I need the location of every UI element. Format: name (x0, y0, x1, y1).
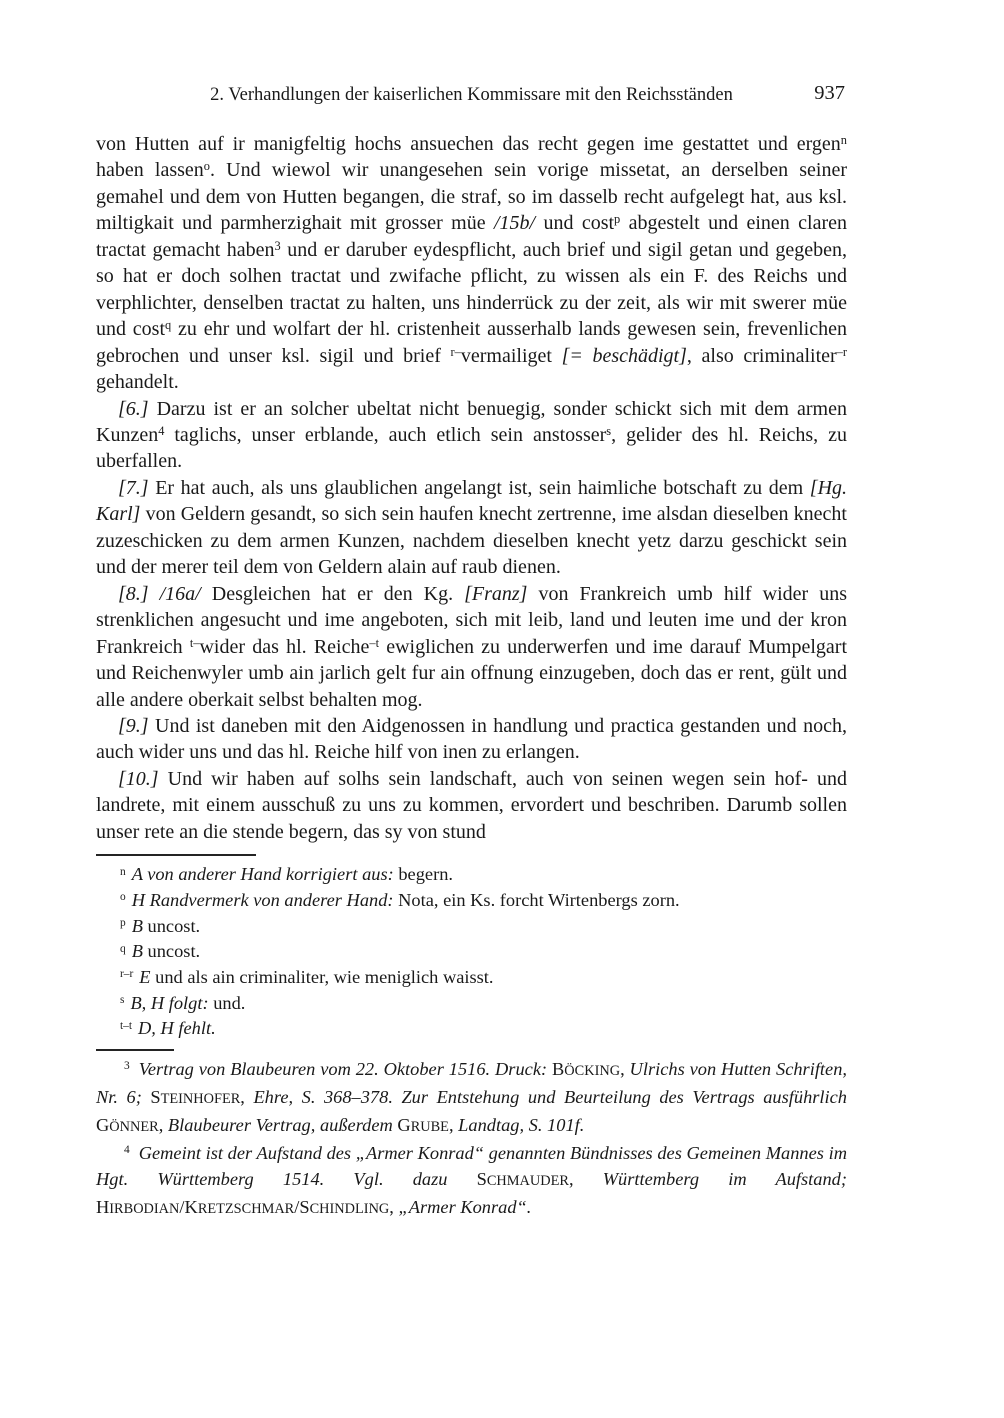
body-paragraph: [8.] /16a/ Desgleichen hat er den Kg. [Franz] von Frankreich umb hilf wider uns strenklichen angesucht und ime angeboten, sich mit leib, land und leuten ime und der kron Frankreich $^{t-}$wider das hl. Reiche$^{-t}$ ewiglichen zu underwerfen und ime darauf Mumpelgart und Reichenwyler umb ain jarlich gelt fur ain offnung einzugeben, doch das er rent, gült und alle andere oberkait selbst behalten mog. (96, 582, 848, 711)
body-paragraph: [9.] Und ist daneben mit den Aidgenossen in handlung und practica gestanden und noch, auch wider uns und das hl. Reiche hilf von inen zu erlangen. (96, 714, 847, 764)
apparatus-note: $^q$ B uncost. (120, 941, 201, 962)
apparatus-note: $^{r-r}$ E und als ain criminaliter, wie meniglich waisst. (120, 967, 494, 988)
footnotes (96, 1056, 847, 1222)
page-number: 937 (814, 82, 845, 104)
footnote: $^3$ Vertrag von Blaubeuren vom 22. Oktober 1516. Druck: BÖCKING, Ulrichs von Hutten Schriften, Nr. 6; STEINHOFER, Ehre, S. 368–378. Zur Entstehung und Beurteilung des Vertrags ausführlich GÖNNER, Blaubeurer Vertrag, außerdem GRUBE, Landtag, S. 101f. (96, 1059, 848, 1136)
running-header (96, 84, 847, 106)
apparatus-mark: o (120, 891, 126, 904)
apparatus-mark: s (120, 994, 125, 1007)
body-paragraph: [6.] Darzu ist er an solcher ubeltat nicht benuegig, sonder schickt sich mit dem armen Kunzen$^4$ taglichs, unser erblande, auch etlich sein anstosser$^s$, gelider des hl. Reichs, zu uberfallen. (96, 397, 848, 473)
footnote-mark: 3 (124, 1060, 130, 1073)
apparatus-note: $^{t-t}$ D, H fehlt. (120, 1018, 216, 1039)
apparatus-note: $^n$ A von anderer Hand korrigiert aus: begern. (120, 864, 453, 885)
apparatus-mark: p (120, 916, 126, 929)
apparatus-separator-rule (96, 854, 256, 856)
apparatus-note: $^p$ B uncost. (120, 915, 201, 936)
footnote-separator-rule (96, 1049, 174, 1051)
body-paragraph: [7.] Er hat auch, als uns glaublichen angelangt ist, sein haimliche botschaft zu dem [Hg. Karl] von Geldern gesandt, so sich sein haufen knecht zertrenne, ime alsdan dieselben knecht zuzeschicken zu dem armen Kunzen, nachdem dieselben knecht yetz darzu geschickt sein und der merer teil dem von Geldern alain auf raub dienen. (96, 476, 848, 579)
text-block (96, 84, 847, 1222)
body-paragraph: von Hutten auf ir manigfeltig hochs ansuechen das recht gegen ime gestattet und ergen$^n$ haben lassen$^o$. Und wiewol wir unangesehen sein vorige missetat, an derselben seiner gemahel und dem von Hutten begangen, die straf, so im dasselb recht aufgelegt hat, aus ksl. miltigkait und parmherzighait mit grosser müe /15b/ und cost$^p$ abgestelt und einen claren tractat gemacht haben$^3$ und er daruber eydespflicht, auch brief und sigil getan und gegeben, so hat er doch solhen tractat und zwifache pflicht, zu wissen als ein F. des Reichs und verphlichter, denselben tractat zu halten, uns hinderrück zu der zeit, als wir mit swerer müe und cost$^q$ zu ehr und wolfart der hl. cristenheit ausserhalb lands gewesen sein, frevenlichen gebrochen und unser ksl. sigil und brief $^{r-}$vermailiget [= beschädigt], also criminaliter$^{-r}$ gehandelt. (96, 132, 847, 394)
apparatus-note: $^s$ B, H folgt: und. (120, 992, 246, 1013)
apparatus-mark: t–t (120, 1019, 133, 1032)
header-title: 2. Verhandlungen der kaiserlichen Kommissare mit den Reichsständen (210, 85, 733, 105)
body-paragraph: [10.] Und wir haben auf solhs sein landschaft, auch von seinen wegen sein hof- und landrete, mit einem ausschuß zu uns zu kommen, ervordert und beschriben. Darumb sollen unser rete an die stende begern, das sy von stund (96, 767, 847, 843)
apparatus-note: $^o$ H Randvermerk von anderer Hand: Nota, ein Ks. forcht Wirtenbergs zorn. (120, 889, 680, 910)
body-text (96, 131, 847, 845)
apparatus-mark: n (120, 865, 126, 878)
apparatus-mark: q (120, 942, 126, 955)
apparatus-mark: r–r (120, 968, 134, 981)
apparatus-notes (96, 862, 847, 1042)
footnote: $^4$ Gemeint ist der Aufstand des „Armer Konrad“ genannten Bündnisses des Gemeinen Mannes im Hgt. Württemberg 1514. Vgl. dazu SCHMAUDER, Württemberg im Aufstand; HIRBODIAN/KRETZSCHMAR/SCHINDLING, „Armer Konrad“. (96, 1143, 847, 1218)
footnote-mark: 4 (124, 1144, 130, 1157)
